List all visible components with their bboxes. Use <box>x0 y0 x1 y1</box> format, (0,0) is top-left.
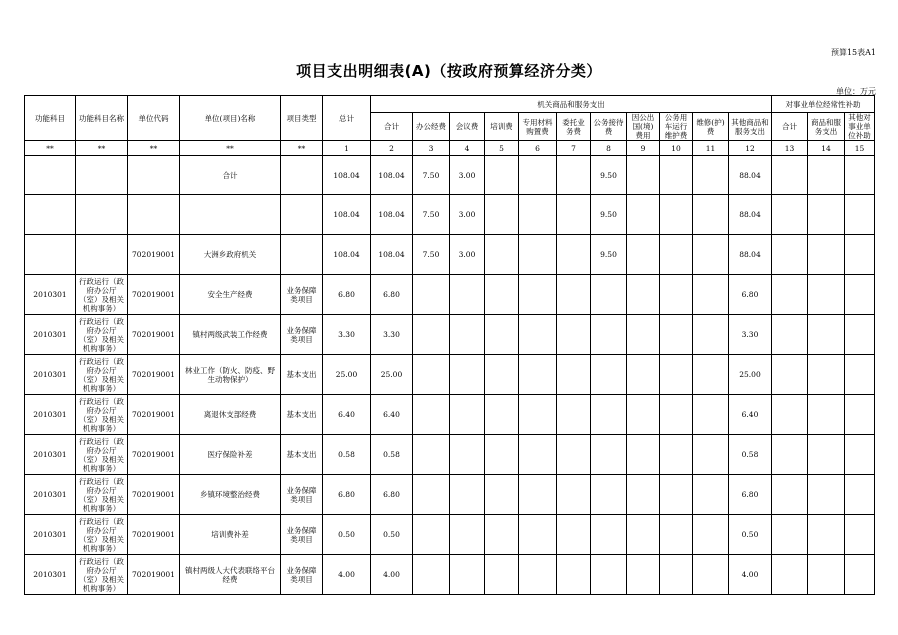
header-sub-4: 专用材料购置费 <box>519 113 557 141</box>
table-cell <box>845 195 875 235</box>
table-cell <box>693 315 729 355</box>
table-cell: 702019001 <box>128 555 180 595</box>
table-cell: 4.00 <box>323 555 371 595</box>
table-cell: 行政运行（政府办公厅（室）及相关机构事务） <box>76 475 128 515</box>
table-cell <box>413 275 450 315</box>
table-cell <box>519 355 557 395</box>
table-cell <box>591 435 627 475</box>
table-row <box>25 156 875 195</box>
table-cell <box>808 235 845 275</box>
table-cell <box>557 395 591 435</box>
table-cell <box>845 235 875 275</box>
table-cell: 6.40 <box>323 395 371 435</box>
table-cell: 3.30 <box>323 315 371 355</box>
table-cell: 0.58 <box>371 435 413 475</box>
table-cell: 大洲乡政府机关 <box>180 235 281 275</box>
table-cell <box>772 395 808 435</box>
table-cell <box>808 156 845 195</box>
table-cell: 2010301 <box>25 315 76 355</box>
table-cell: 行政运行（政府办公厅（室）及相关机构事务） <box>76 315 128 355</box>
index-cell: 15 <box>845 141 875 156</box>
header-sub-0: 合计 <box>371 113 413 141</box>
table-cell <box>557 156 591 195</box>
table-cell: 25.00 <box>729 355 772 395</box>
table-cell <box>413 475 450 515</box>
table-cell: 6.80 <box>371 475 413 515</box>
index-cell: 13 <box>772 141 808 156</box>
table-cell: 医疗保险补差 <box>180 435 281 475</box>
header-unit-code: 单位代码 <box>128 96 180 141</box>
index-cell: 4 <box>450 141 485 156</box>
table-cell: 基本支出 <box>281 355 323 395</box>
table-cell: 702019001 <box>128 355 180 395</box>
table-cell <box>627 395 660 435</box>
table-cell: 业务保障类项目 <box>281 475 323 515</box>
table-cell <box>557 555 591 595</box>
table-cell: 9.50 <box>591 235 627 275</box>
table-body <box>25 156 875 595</box>
table-cell: 林业工作（防火、防疫、野生动物保护） <box>180 355 281 395</box>
index-cell: ** <box>128 141 180 156</box>
table-cell <box>693 435 729 475</box>
table-row <box>25 395 875 435</box>
table-cell: 6.80 <box>371 275 413 315</box>
header-group-goods: 机关商品和服务支出 <box>371 96 772 113</box>
table-cell: 离退休支部经费 <box>180 395 281 435</box>
table-row <box>25 475 875 515</box>
index-cell: 1 <box>323 141 371 156</box>
header-sub-2: 会议费 <box>450 113 485 141</box>
index-cell: ** <box>76 141 128 156</box>
table-cell <box>485 156 519 195</box>
table-cell <box>413 355 450 395</box>
table-cell <box>693 355 729 395</box>
table-cell <box>557 515 591 555</box>
table-cell <box>845 395 875 435</box>
table-cell <box>519 275 557 315</box>
table-cell <box>128 156 180 195</box>
table-cell: 2010301 <box>25 355 76 395</box>
table-cell: 行政运行（政府办公厅（室）及相关机构事务） <box>76 555 128 595</box>
table-cell <box>627 195 660 235</box>
table-cell: 3.30 <box>729 315 772 355</box>
table-cell: 培训费补差 <box>180 515 281 555</box>
index-cell: 14 <box>808 141 845 156</box>
table-cell <box>660 435 693 475</box>
table-cell <box>557 275 591 315</box>
table-cell <box>627 315 660 355</box>
table-cell <box>772 315 808 355</box>
header-sub-8: 公务用车运行维护费 <box>660 113 693 141</box>
table-cell: 88.04 <box>729 235 772 275</box>
table-cell <box>413 395 450 435</box>
table-cell: 702019001 <box>128 515 180 555</box>
table-cell <box>591 395 627 435</box>
table-cell: 2010301 <box>25 555 76 595</box>
index-row <box>25 141 875 156</box>
table-cell <box>591 515 627 555</box>
index-cell: 6 <box>519 141 557 156</box>
table-cell: 6.80 <box>729 275 772 315</box>
table-cell <box>281 235 323 275</box>
table-cell <box>772 555 808 595</box>
table-cell <box>557 355 591 395</box>
table-row <box>25 315 875 355</box>
table-cell <box>808 555 845 595</box>
table-cell: 108.04 <box>371 195 413 235</box>
table-cell: 3.00 <box>450 156 485 195</box>
table-cell <box>76 235 128 275</box>
expenditure-table <box>24 95 875 595</box>
table-cell <box>693 555 729 595</box>
table-cell <box>693 515 729 555</box>
header-sub-9: 维修(护)费 <box>693 113 729 141</box>
table-cell <box>519 156 557 195</box>
table-cell <box>591 475 627 515</box>
index-cell: 9 <box>627 141 660 156</box>
header-sub-5: 委托业务费 <box>557 113 591 141</box>
table-cell <box>845 475 875 515</box>
table-cell <box>485 275 519 315</box>
table-cell: 0.50 <box>729 515 772 555</box>
index-cell: 7 <box>557 141 591 156</box>
table-cell: 3.00 <box>450 235 485 275</box>
table-cell <box>845 435 875 475</box>
table-cell: 6.80 <box>323 475 371 515</box>
header-func-code: 功能科目 <box>25 96 76 141</box>
header-unit-name: 单位(项目)名称 <box>180 96 281 141</box>
table-cell <box>591 315 627 355</box>
table-cell <box>845 555 875 595</box>
table-cell <box>772 195 808 235</box>
table-cell: 6.40 <box>371 395 413 435</box>
table-cell <box>660 315 693 355</box>
table-cell <box>845 275 875 315</box>
table-cell <box>660 515 693 555</box>
table-cell <box>845 156 875 195</box>
table-cell <box>128 195 180 235</box>
index-cell: 5 <box>485 141 519 156</box>
table-cell <box>660 275 693 315</box>
table-cell <box>557 435 591 475</box>
index-cell: 3 <box>413 141 450 156</box>
header-total: 总计 <box>323 96 371 141</box>
table-cell <box>25 156 76 195</box>
table-cell: 0.50 <box>323 515 371 555</box>
header-sub-3: 培训费 <box>485 113 519 141</box>
table-cell <box>25 235 76 275</box>
table-cell: 基本支出 <box>281 435 323 475</box>
table-cell: 0.58 <box>729 435 772 475</box>
table-cell: 25.00 <box>323 355 371 395</box>
index-cell: 11 <box>693 141 729 156</box>
table-cell <box>485 555 519 595</box>
table-cell <box>557 475 591 515</box>
table-cell <box>627 475 660 515</box>
table-cell: 702019001 <box>128 475 180 515</box>
table-cell: 9.50 <box>591 195 627 235</box>
table-row <box>25 235 875 275</box>
table-cell: 乡镇环境整治经费 <box>180 475 281 515</box>
table-row <box>25 555 875 595</box>
index-cell: ** <box>180 141 281 156</box>
table-cell: 行政运行（政府办公厅（室）及相关机构事务） <box>76 355 128 395</box>
table-cell <box>557 315 591 355</box>
table-row <box>25 195 875 235</box>
table-cell <box>76 156 128 195</box>
table-cell <box>519 435 557 475</box>
table-cell <box>25 195 76 235</box>
table-cell <box>450 355 485 395</box>
table-cell <box>519 195 557 235</box>
table-cell <box>627 235 660 275</box>
table-cell: 2010301 <box>25 475 76 515</box>
table-cell <box>413 555 450 595</box>
table-cell <box>281 156 323 195</box>
table-cell <box>485 435 519 475</box>
table-cell <box>627 355 660 395</box>
table-cell <box>519 475 557 515</box>
table-cell: 行政运行（政府办公厅（室）及相关机构事务） <box>76 435 128 475</box>
table-cell <box>450 275 485 315</box>
table-cell: 108.04 <box>371 235 413 275</box>
table-cell <box>772 355 808 395</box>
table-cell <box>660 156 693 195</box>
table-cell: 702019001 <box>128 235 180 275</box>
table-cell: 行政运行（政府办公厅（室）及相关机构事务） <box>76 395 128 435</box>
table-cell <box>485 235 519 275</box>
table-cell: 2010301 <box>25 275 76 315</box>
table-cell <box>485 195 519 235</box>
table-cell <box>450 555 485 595</box>
table-cell: 业务保障类项目 <box>281 555 323 595</box>
table-cell <box>772 475 808 515</box>
table-cell: 108.04 <box>323 195 371 235</box>
table-cell <box>772 515 808 555</box>
table-cell: 7.50 <box>413 235 450 275</box>
table-cell <box>808 195 845 235</box>
table-cell <box>693 395 729 435</box>
table-cell: 702019001 <box>128 275 180 315</box>
table-cell <box>808 515 845 555</box>
table-cell <box>485 515 519 555</box>
table-cell: 4.00 <box>729 555 772 595</box>
table-cell <box>660 395 693 435</box>
table-cell: 0.50 <box>371 515 413 555</box>
table-cell <box>772 156 808 195</box>
table-cell: 108.04 <box>323 235 371 275</box>
table-cell <box>660 195 693 235</box>
table-cell <box>519 515 557 555</box>
header-sub-12: 商品和服务支出 <box>808 113 845 141</box>
table-cell <box>591 355 627 395</box>
table-cell <box>557 195 591 235</box>
table-cell: 行政运行（政府办公厅（室）及相关机构事务） <box>76 515 128 555</box>
table-cell: 6.80 <box>729 475 772 515</box>
table-cell: 行政运行（政府办公厅（室）及相关机构事务） <box>76 275 128 315</box>
table-cell <box>557 235 591 275</box>
table-cell: 6.80 <box>323 275 371 315</box>
table-cell <box>660 355 693 395</box>
table-cell <box>808 275 845 315</box>
table-cell: 2010301 <box>25 435 76 475</box>
table-cell <box>845 315 875 355</box>
table-cell <box>281 195 323 235</box>
table-cell <box>808 395 845 435</box>
table-cell <box>519 315 557 355</box>
index-cell: 2 <box>371 141 413 156</box>
table-cell <box>660 475 693 515</box>
table-cell <box>660 235 693 275</box>
table-cell <box>485 475 519 515</box>
index-cell: ** <box>25 141 76 156</box>
table-cell <box>591 275 627 315</box>
table-cell: 108.04 <box>371 156 413 195</box>
table-cell: 702019001 <box>128 395 180 435</box>
table-cell <box>772 235 808 275</box>
table-cell <box>76 195 128 235</box>
table-cell: 业务保障类项目 <box>281 315 323 355</box>
table-cell: 业务保障类项目 <box>281 515 323 555</box>
table-cell <box>519 555 557 595</box>
header-sub-1: 办公经费 <box>413 113 450 141</box>
table-cell <box>808 315 845 355</box>
table-cell: 702019001 <box>128 435 180 475</box>
table-cell <box>180 195 281 235</box>
table-cell <box>627 435 660 475</box>
table-cell <box>413 435 450 475</box>
table-cell: 安全生产经费 <box>180 275 281 315</box>
index-cell: ** <box>281 141 323 156</box>
table-cell <box>808 435 845 475</box>
table-cell: 7.50 <box>413 156 450 195</box>
header-sub-6: 公务接待费 <box>591 113 627 141</box>
table-cell <box>693 275 729 315</box>
table-cell: 4.00 <box>371 555 413 595</box>
form-code: 预算15表A1 <box>830 48 876 57</box>
table-cell <box>450 435 485 475</box>
table-cell <box>693 475 729 515</box>
index-cell: 10 <box>660 141 693 156</box>
table-row <box>25 515 875 555</box>
table-cell <box>485 355 519 395</box>
table-cell <box>845 355 875 395</box>
table-cell: 0.58 <box>323 435 371 475</box>
table-row <box>25 275 875 315</box>
table-cell <box>772 435 808 475</box>
table-cell <box>627 275 660 315</box>
table-cell: 108.04 <box>323 156 371 195</box>
unit-label: 单位：万元 <box>836 87 876 96</box>
table-cell <box>808 355 845 395</box>
header-sub-7: 因公出国(境)费用 <box>627 113 660 141</box>
table-cell <box>772 275 808 315</box>
table-cell: 镇村两级人大代表联络平台经费 <box>180 555 281 595</box>
table-cell: 合计 <box>180 156 281 195</box>
header-group-subsidy: 对事业单位经常性补助 <box>772 96 875 113</box>
table-cell: 3.00 <box>450 195 485 235</box>
table-row <box>25 435 875 475</box>
table-cell: 25.00 <box>371 355 413 395</box>
table-cell: 基本支出 <box>281 395 323 435</box>
table-cell: 7.50 <box>413 195 450 235</box>
header-project-type: 项目类型 <box>281 96 323 141</box>
table-cell: 2010301 <box>25 395 76 435</box>
table-cell <box>627 515 660 555</box>
index-cell: 8 <box>591 141 627 156</box>
table-cell: 3.30 <box>371 315 413 355</box>
table-cell: 业务保障类项目 <box>281 275 323 315</box>
table-cell <box>413 515 450 555</box>
table-cell <box>627 555 660 595</box>
table-cell <box>519 395 557 435</box>
table-cell <box>485 315 519 355</box>
table-cell <box>808 475 845 515</box>
table-cell <box>485 395 519 435</box>
table-cell: 2010301 <box>25 515 76 555</box>
table-cell <box>660 555 693 595</box>
header-func-name: 功能科目名称 <box>76 96 128 141</box>
header-sub-10: 其他商品和服务支出 <box>729 113 772 141</box>
table-cell <box>693 156 729 195</box>
table-cell: 702019001 <box>128 315 180 355</box>
header-sub-11: 合计 <box>772 113 808 141</box>
table-cell <box>450 475 485 515</box>
table-cell <box>413 315 450 355</box>
table-cell: 9.50 <box>591 156 627 195</box>
index-cell: 12 <box>729 141 772 156</box>
table-cell <box>693 235 729 275</box>
table-cell <box>591 555 627 595</box>
table-cell <box>519 235 557 275</box>
table-header <box>25 96 875 156</box>
table-cell <box>627 156 660 195</box>
table-cell: 88.04 <box>729 195 772 235</box>
table-cell <box>845 515 875 555</box>
table-cell <box>450 315 485 355</box>
table-cell <box>450 515 485 555</box>
page-title: 项目支出明细表(A)（按政府预算经济分类） <box>296 62 602 80</box>
header-sub-13: 其他对事业单位补助 <box>845 113 875 141</box>
table-cell <box>450 395 485 435</box>
table-cell: 6.40 <box>729 395 772 435</box>
table-row <box>25 355 875 395</box>
table-cell: 镇村两级武装工作经费 <box>180 315 281 355</box>
table-cell <box>693 195 729 235</box>
table-cell: 88.04 <box>729 156 772 195</box>
